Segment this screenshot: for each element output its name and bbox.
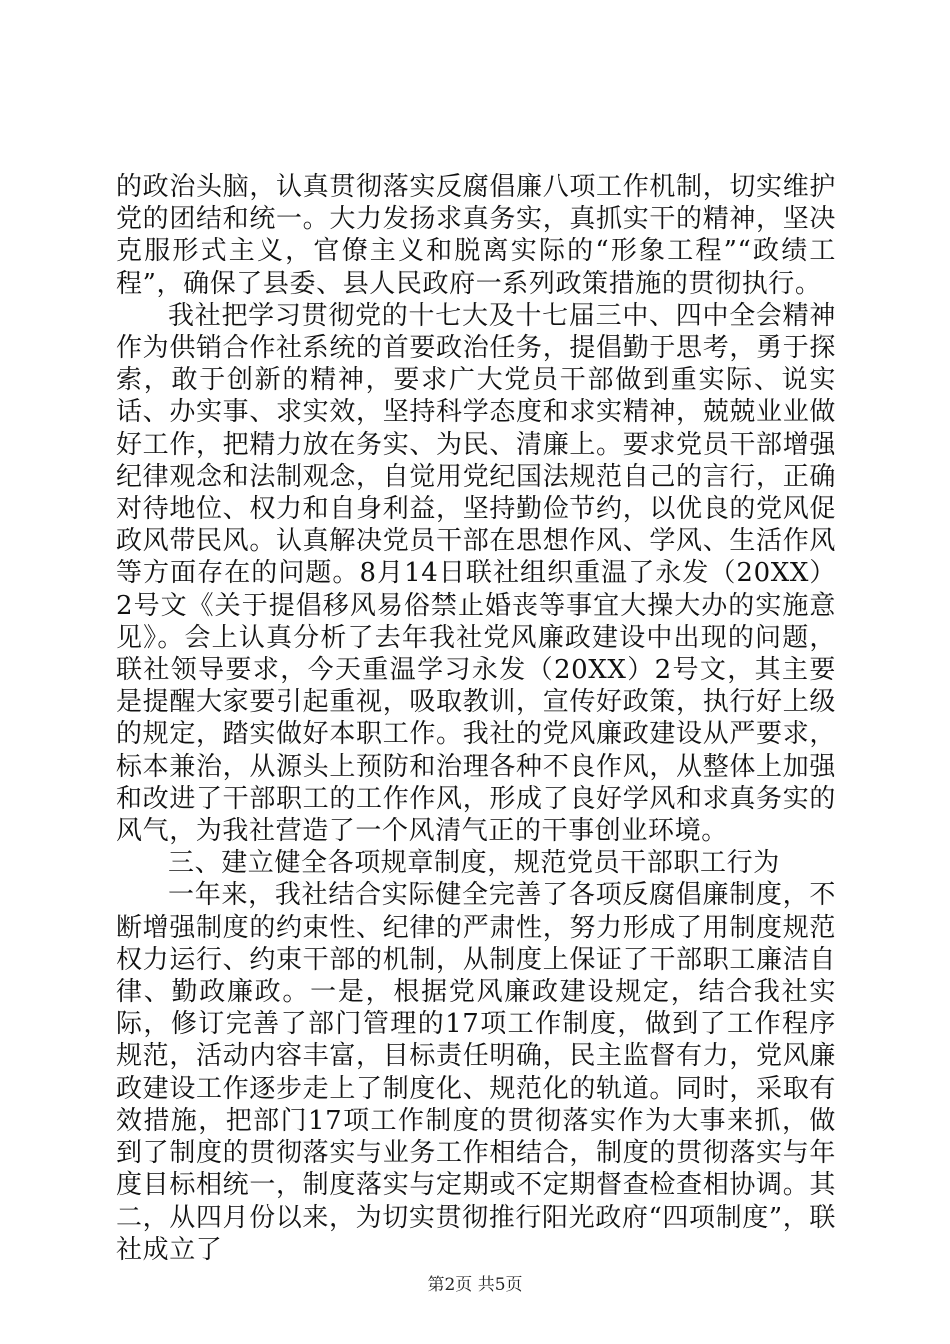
section-heading: 三、建立健全各项规章制度，规范党员干部职工行为 (168, 848, 780, 879)
paragraph-3: 一年来，我社结合实际健全完善了各项反腐倡廉制度，不断增强制度的约束性、纪律的严肃性，努力形成了用制度规范权力运行、约束干部的机制，从制度上保证了干部职工廉洁自律、勤政廉政。一是，根据党风廉政建设规定，结合我社实际，修订完善了部门管理的17项工作制度，做到了工作程序规范，活动内容丰富，目标责任明确，民主监督有力，党风廉政建设工作逐步走上了制度化、规范化的轨道。同时，采取有效措施，把部门17项工作制度的贯彻落实作为大事来抓，做到了制度的贯彻落实与业务工作相结合，制度的贯彻落实与年度目标相统一，制度落实与定期或不定期督查检查相协调。其二，从四月份以来，为切实贯彻推行阳光政府“四项制度”，联社成立了 (116, 880, 836, 1265)
document-body (116, 171, 836, 1266)
paragraph-1: 的政治头脑，认真贯彻落实反腐倡廉八项工作机制，切实维护党的团结和统一。大力发扬求真务实，真抓实干的精神，坚决克服形式主义，官僚主义和脱离实际的“形象工程”“政绩工程”，确保了县委、县人民政府一系列政策措施的贯彻执行。 (116, 172, 836, 299)
paragraph-2: 我社把学习贯彻党的十七大及十七届三中、四中全会精神作为供销合作社系统的首要政治任务，提倡勤于思考，勇于探索，敢于创新的精神，要求广大党员干部做到重实际、说实话、办实事、求实效，坚持科学态度和求实精神，兢兢业业做好工作，把精力放在务实、为民、清廉上。要求党员干部增强纪律观念和法制观念，自觉用党纪国法规范自己的言行，正确对待地位、权力和自身利益，坚持勤俭节约，以优良的党风促政风带民风。认真解决党员干部在思想作风、学风、生活作风等方面存在的问题。8月14日联社组织重温了永发（20XX）2号文《关于提倡移风易俗禁止婚丧等事宜大操大办的实施意见》。会上认真分析了去年我社党风廉政建设中出现的问题，联社领导要求，今天重温学习永发（20XX）2号文，其主要是提醒大家要引起重视，吸取教训，宣传好政策，执行好上级的规定，踏实做好本职工作。我社的党风廉政建设从严要求，标本兼治，从源头上预防和治理各种不良作风，从整体上加强和改进了干部职工的工作作风，形成了良好学风和求真务实的风气，为我社营造了一个风清气正的干事创业环境。 (116, 300, 836, 847)
page-footer: 第2页 共5页 (427, 1275, 523, 1295)
